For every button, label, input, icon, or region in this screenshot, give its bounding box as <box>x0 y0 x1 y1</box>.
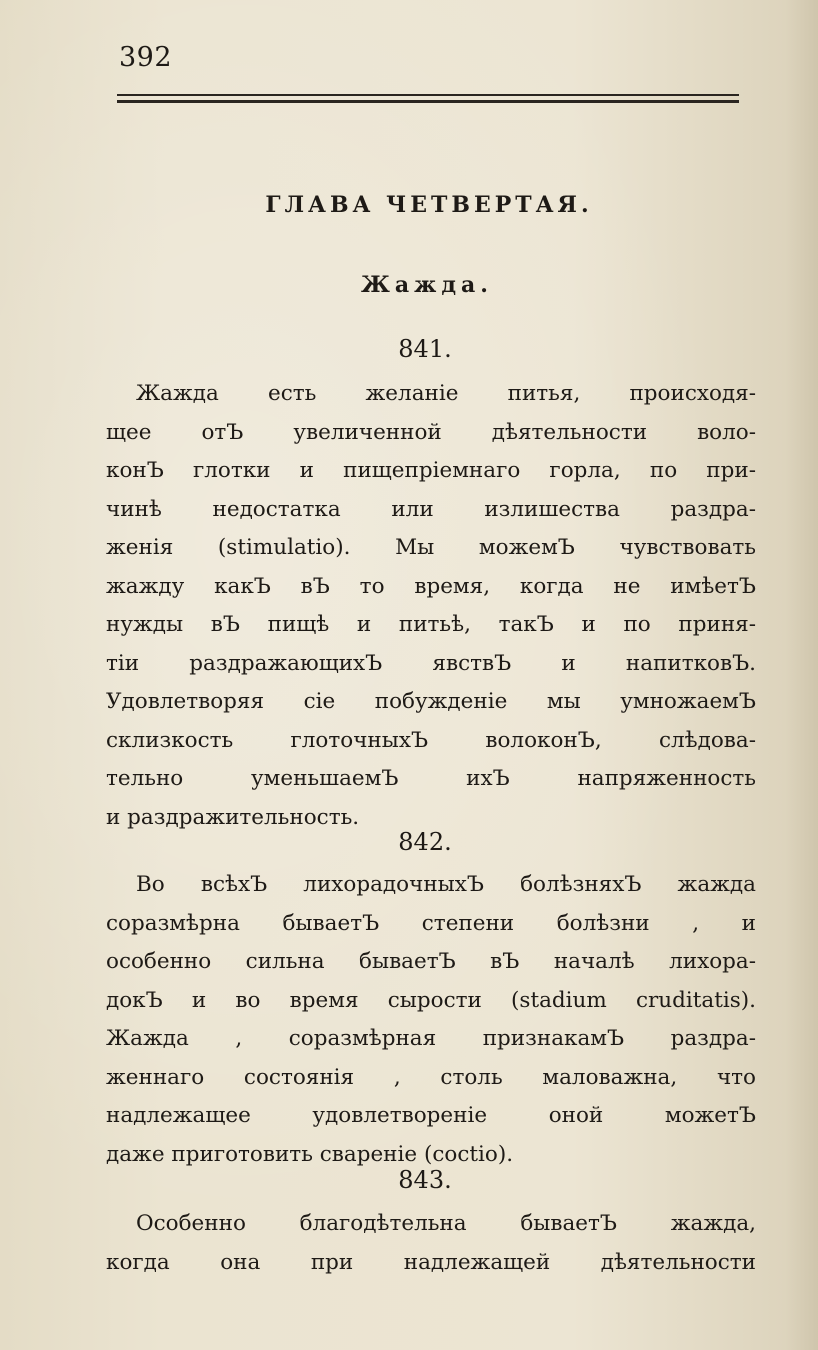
text-line: Жажда , соразмѣрная признакамЪ раздра- <box>106 1026 756 1051</box>
text-line: надлежащее удовлетвореніе оной можетЪ <box>106 1103 756 1128</box>
chapter-title: ГЛАВА ЧЕТВЕРТАЯ. <box>265 192 593 218</box>
text-line: щее отЪ увеличенной дѣятельности воло- <box>106 419 756 445</box>
header-rule-thin <box>117 94 739 96</box>
paragraph-text <box>106 1205 756 1282</box>
text-line: Удовлетворяя сіе побужденіе мы умножаемЪ <box>106 689 756 714</box>
paragraph-number: 842. <box>398 828 452 856</box>
text-line: жажду какЪ вЪ то время, когда не имѣетЪ <box>106 573 756 599</box>
text-line: особенно сильна бываетЪ вЪ началѣ лихора- <box>106 949 756 974</box>
text-line: и раздражительность. <box>106 804 360 830</box>
text-line: конЪ глотки и пищепріемнаго горла, по при- <box>106 458 756 483</box>
paragraph-text <box>106 866 756 1174</box>
text-line: соразмѣрна бываетЪ степени болѣзни , и <box>106 910 756 936</box>
section-title: Жажда. <box>361 272 493 298</box>
text-line: даже приготовить свареніе (coctio). <box>106 1141 514 1167</box>
text-line: чинѣ недостатка или излишества раздра- <box>106 496 756 522</box>
text-line: женнаго состоянія , столь маловажна, что <box>106 1064 756 1090</box>
text-line: склизкость глоточныхЪ волоконЪ, слѣдова- <box>106 727 756 753</box>
page-number: 392 <box>119 42 173 73</box>
text-line: Жажда есть желаніе питья, происходя- <box>136 381 756 406</box>
paragraph-text <box>106 375 756 837</box>
paragraph-number: 841. <box>398 335 452 363</box>
text-line: тіи раздражающихЪ явствЪ и напитковЪ. <box>106 650 756 676</box>
paragraph-number: 843. <box>398 1166 452 1194</box>
text-line: докЪ и во время сырости (stadium cruditatis). <box>106 987 756 1013</box>
header-rule-thick <box>117 100 739 103</box>
text-line: тельно уменьшаемЪ ихЪ напряженность <box>106 766 756 791</box>
text-line: Во всѣхЪ лихорадочныхЪ болѣзняхЪ жажда <box>136 872 756 897</box>
text-line: когда она при надлежащей дѣятельности <box>106 1249 756 1275</box>
text-line: нужды вЪ пищѣ и питьѣ, такЪ и по приня- <box>106 612 756 637</box>
text-line: Особенно благодѣтельна бываетЪ жажда, <box>136 1211 756 1236</box>
text-line: женія (stimulatio). Мы можемЪ чувствовать <box>106 535 756 560</box>
